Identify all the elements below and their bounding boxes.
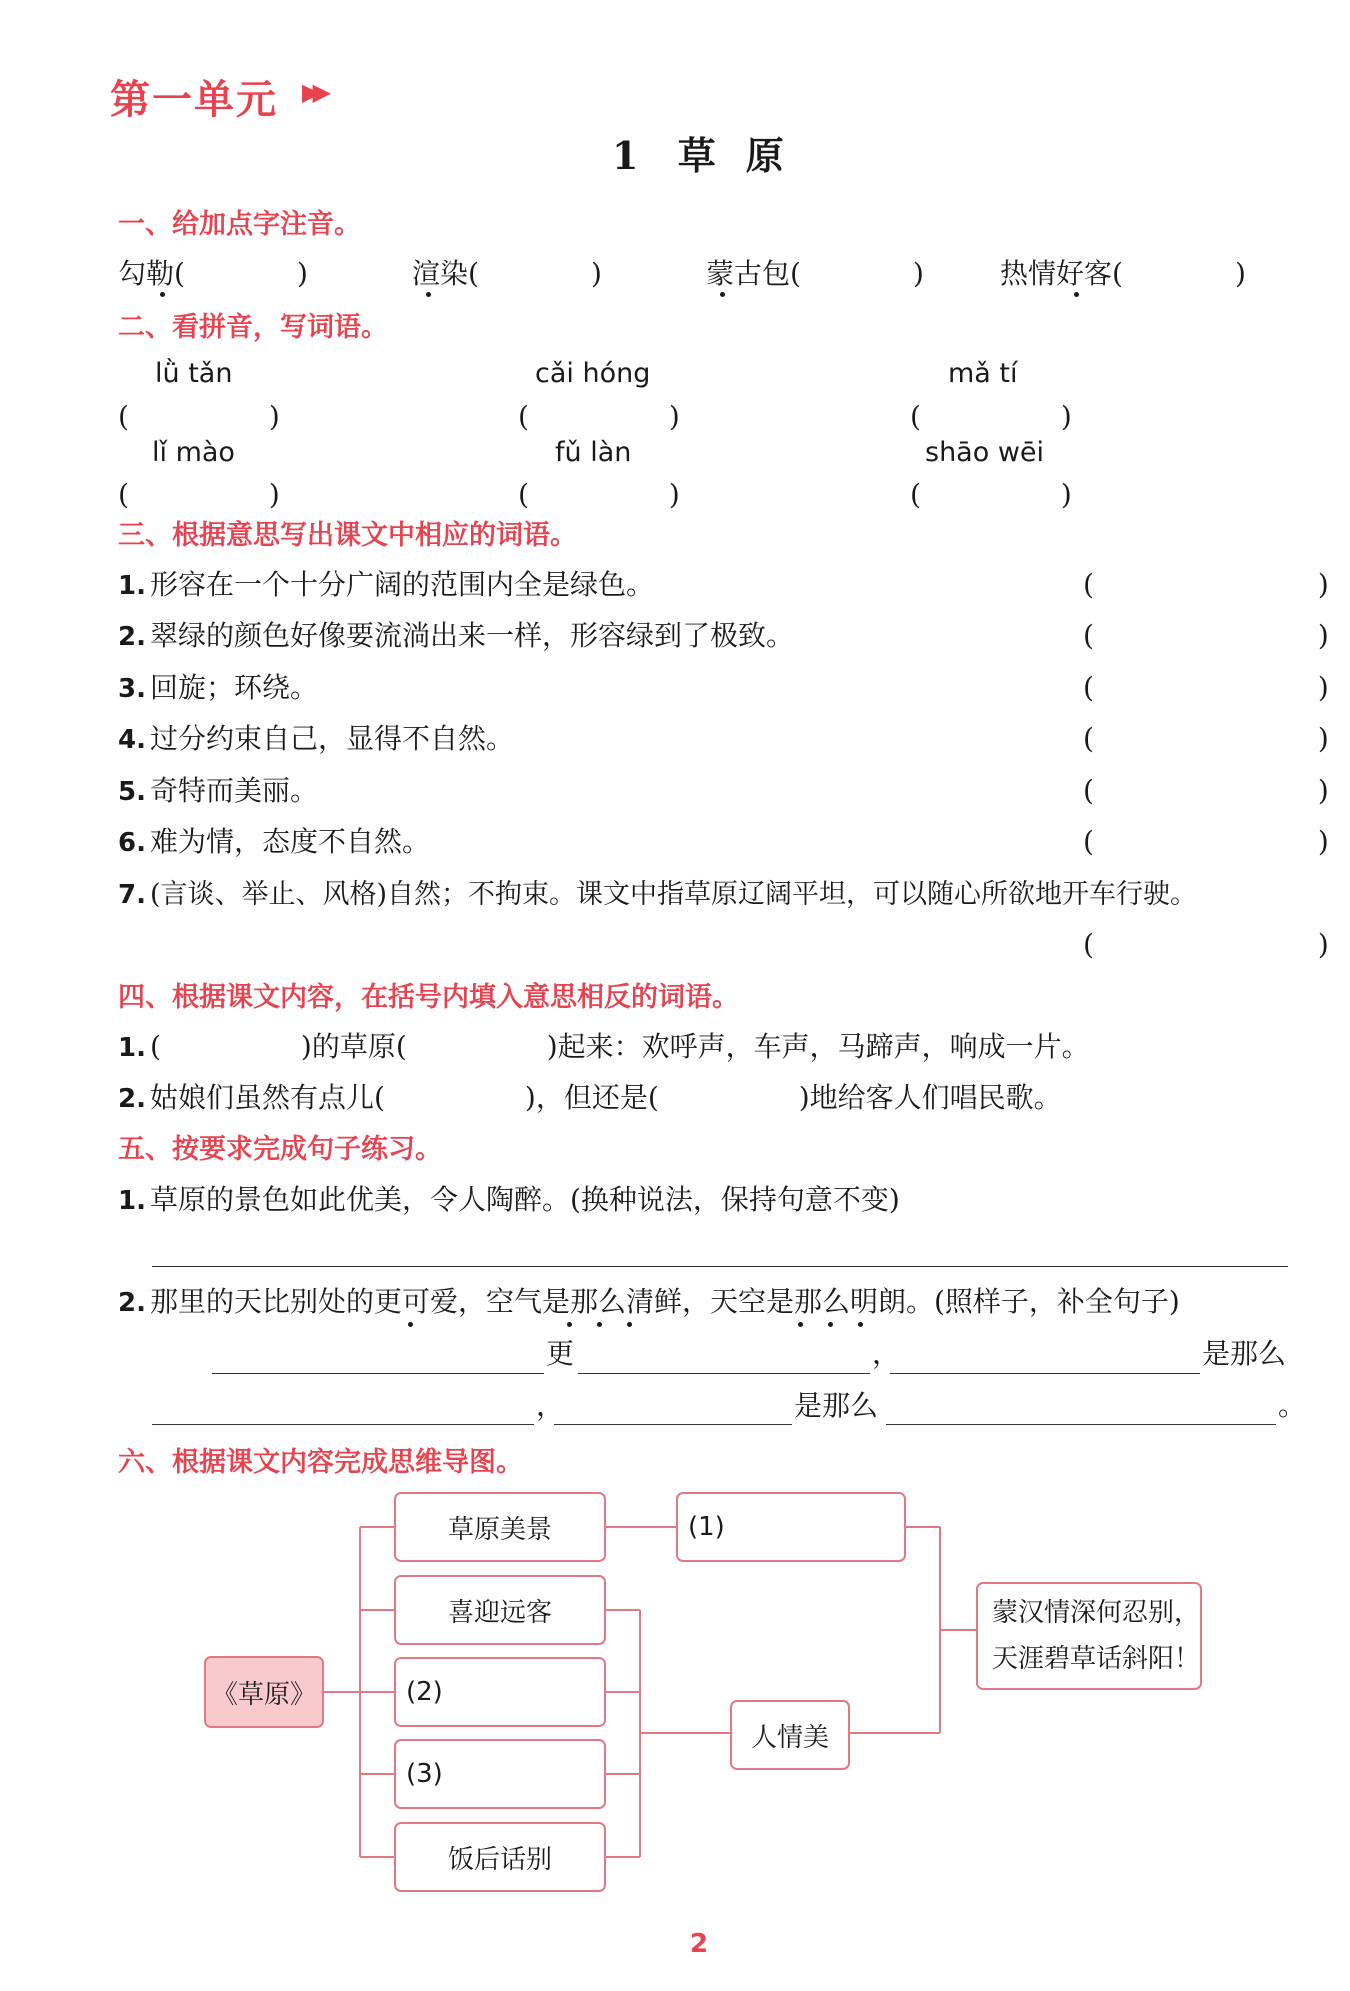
s3-item-4: 4. 过分约束自己，显得不自然。 xyxy=(118,722,514,755)
pinyin-1: lǜ tǎn xyxy=(155,358,233,389)
s2-answer-1[interactable]: ( ) xyxy=(118,400,280,433)
s1-word-1: 勾勒 xyxy=(118,257,175,290)
branch-5: 饭后话别 xyxy=(394,1822,606,1892)
s1-word-2: 渲染 xyxy=(412,257,469,290)
s3-answer-3[interactable]: ( ) xyxy=(1083,671,1329,704)
s2-answer-5[interactable]: ( ) xyxy=(518,478,680,511)
s1-answer-3[interactable]: ( ) xyxy=(790,257,924,290)
s3-item-6: 6. 难为情，态度不自然。 xyxy=(118,825,430,858)
section-5-heading: 五、按要求完成句子练习。 xyxy=(118,1134,442,1165)
s2-answer-2[interactable]: ( ) xyxy=(518,400,680,433)
s4-item-1: 1. ( )的草原( )起来：欢呼声，车声，马蹄声，响成一片。 xyxy=(118,1030,1090,1063)
unit-title: 第一单元 xyxy=(110,77,278,123)
s5-fill-word-1: 更 xyxy=(546,1337,575,1370)
poem-line-1: 蒙汉情深何忍别， xyxy=(992,1598,1201,1628)
section-1-heading: 一、给加点字注音。 xyxy=(118,209,361,240)
page-number: 2 xyxy=(690,1929,709,1959)
s5-question-1: 1. 草原的景色如此优美，令人陶醉。(换种说法，保持句意不变) xyxy=(118,1183,900,1216)
s3-item-5: 5. 奇特而美丽。 xyxy=(118,774,318,807)
s3-answer-4[interactable]: ( ) xyxy=(1083,722,1329,755)
poem-line-2: 天涯碧草话斜阳！ xyxy=(992,1644,1201,1674)
pinyin-2: cǎi hóng xyxy=(535,358,651,389)
s3-answer-2[interactable]: ( ) xyxy=(1083,619,1329,652)
s2-answer-6[interactable]: ( ) xyxy=(910,478,1072,511)
s5-fill-word-3: 是那么 xyxy=(794,1389,879,1422)
pinyin-5: fǔ làn xyxy=(555,437,632,468)
lesson-name: 草原 xyxy=(677,133,814,178)
s3-answer-6[interactable]: ( ) xyxy=(1083,825,1329,858)
branch-3-blank[interactable]: (2) xyxy=(394,1657,606,1727)
double-arrow-icon: ▶▶ xyxy=(302,78,323,106)
branch-4-blank[interactable]: (3) xyxy=(394,1739,606,1809)
s5-fill-comma-2: ， xyxy=(536,1389,565,1422)
s3-item-7: 7. (言谈、举止、风格)自然；不拘束。课文中指草原辽阔平坦，可以随心所欲地开车行驶。 xyxy=(118,879,1198,910)
s2-answer-4[interactable]: ( ) xyxy=(118,478,280,511)
s3-item-2: 2. 翠绿的颜色好像要流淌出来一样，形容绿到了极致。 xyxy=(118,619,794,652)
s1-word-3: 蒙古包 xyxy=(706,257,791,290)
s5-fill-word-2: 是那么 xyxy=(1202,1337,1287,1370)
branch-1: 草原美景 xyxy=(394,1492,606,1562)
s3-answer-5[interactable]: ( ) xyxy=(1083,774,1329,807)
s3-answer-7[interactable]: ( ) xyxy=(1083,928,1329,961)
s5-fill-end: 。 xyxy=(1278,1389,1307,1422)
mid-box-blank[interactable]: (1) xyxy=(676,1492,906,1562)
section-3-heading: 三、根据意思写出课文中相应的词语。 xyxy=(118,520,577,551)
poem-box xyxy=(976,1582,1202,1690)
pinyin-4: lǐ mào xyxy=(152,437,235,468)
mid-box-renqingmei: 人情美 xyxy=(730,1700,850,1770)
s1-answer-2[interactable]: ( ) xyxy=(468,257,602,290)
pinyin-6: shāo wēi xyxy=(925,437,1045,468)
s1-word-4: 热情好客 xyxy=(1000,257,1113,290)
s3-item-1: 1. 形容在一个十分广阔的范围内全是绿色。 xyxy=(118,568,654,601)
section-4-heading: 四、根据课文内容，在括号内填入意思相反的词语。 xyxy=(118,982,739,1013)
s5-question-2: 2. 那里的天比别处的更可爱，空气是那么清鲜，天空是那么明朗。(照样子，补全句子) xyxy=(118,1285,1180,1318)
section-2-heading: 二、看拼音，写词语。 xyxy=(118,312,388,343)
s2-answer-3[interactable]: ( ) xyxy=(910,400,1072,433)
pinyin-3: mǎ tí xyxy=(948,358,1018,389)
s4-item-2: 2. 姑娘们虽然有点儿( )，但还是( )地给客人们唱民歌。 xyxy=(118,1081,1062,1114)
s3-answer-1[interactable]: ( ) xyxy=(1083,568,1329,601)
s1-answer-4[interactable]: ( ) xyxy=(1112,257,1246,290)
lesson-number: 1 xyxy=(612,133,643,178)
branch-2: 喜迎远客 xyxy=(394,1575,606,1645)
mind-map-root: 《草原》 xyxy=(204,1656,324,1728)
s3-item-3: 3. 回旋；环绕。 xyxy=(118,671,318,704)
section-6-heading: 六、根据课文内容完成思维导图。 xyxy=(118,1447,523,1478)
s5-fill-comma-1: ， xyxy=(872,1337,901,1370)
s1-answer-1[interactable]: ( ) xyxy=(174,257,308,290)
